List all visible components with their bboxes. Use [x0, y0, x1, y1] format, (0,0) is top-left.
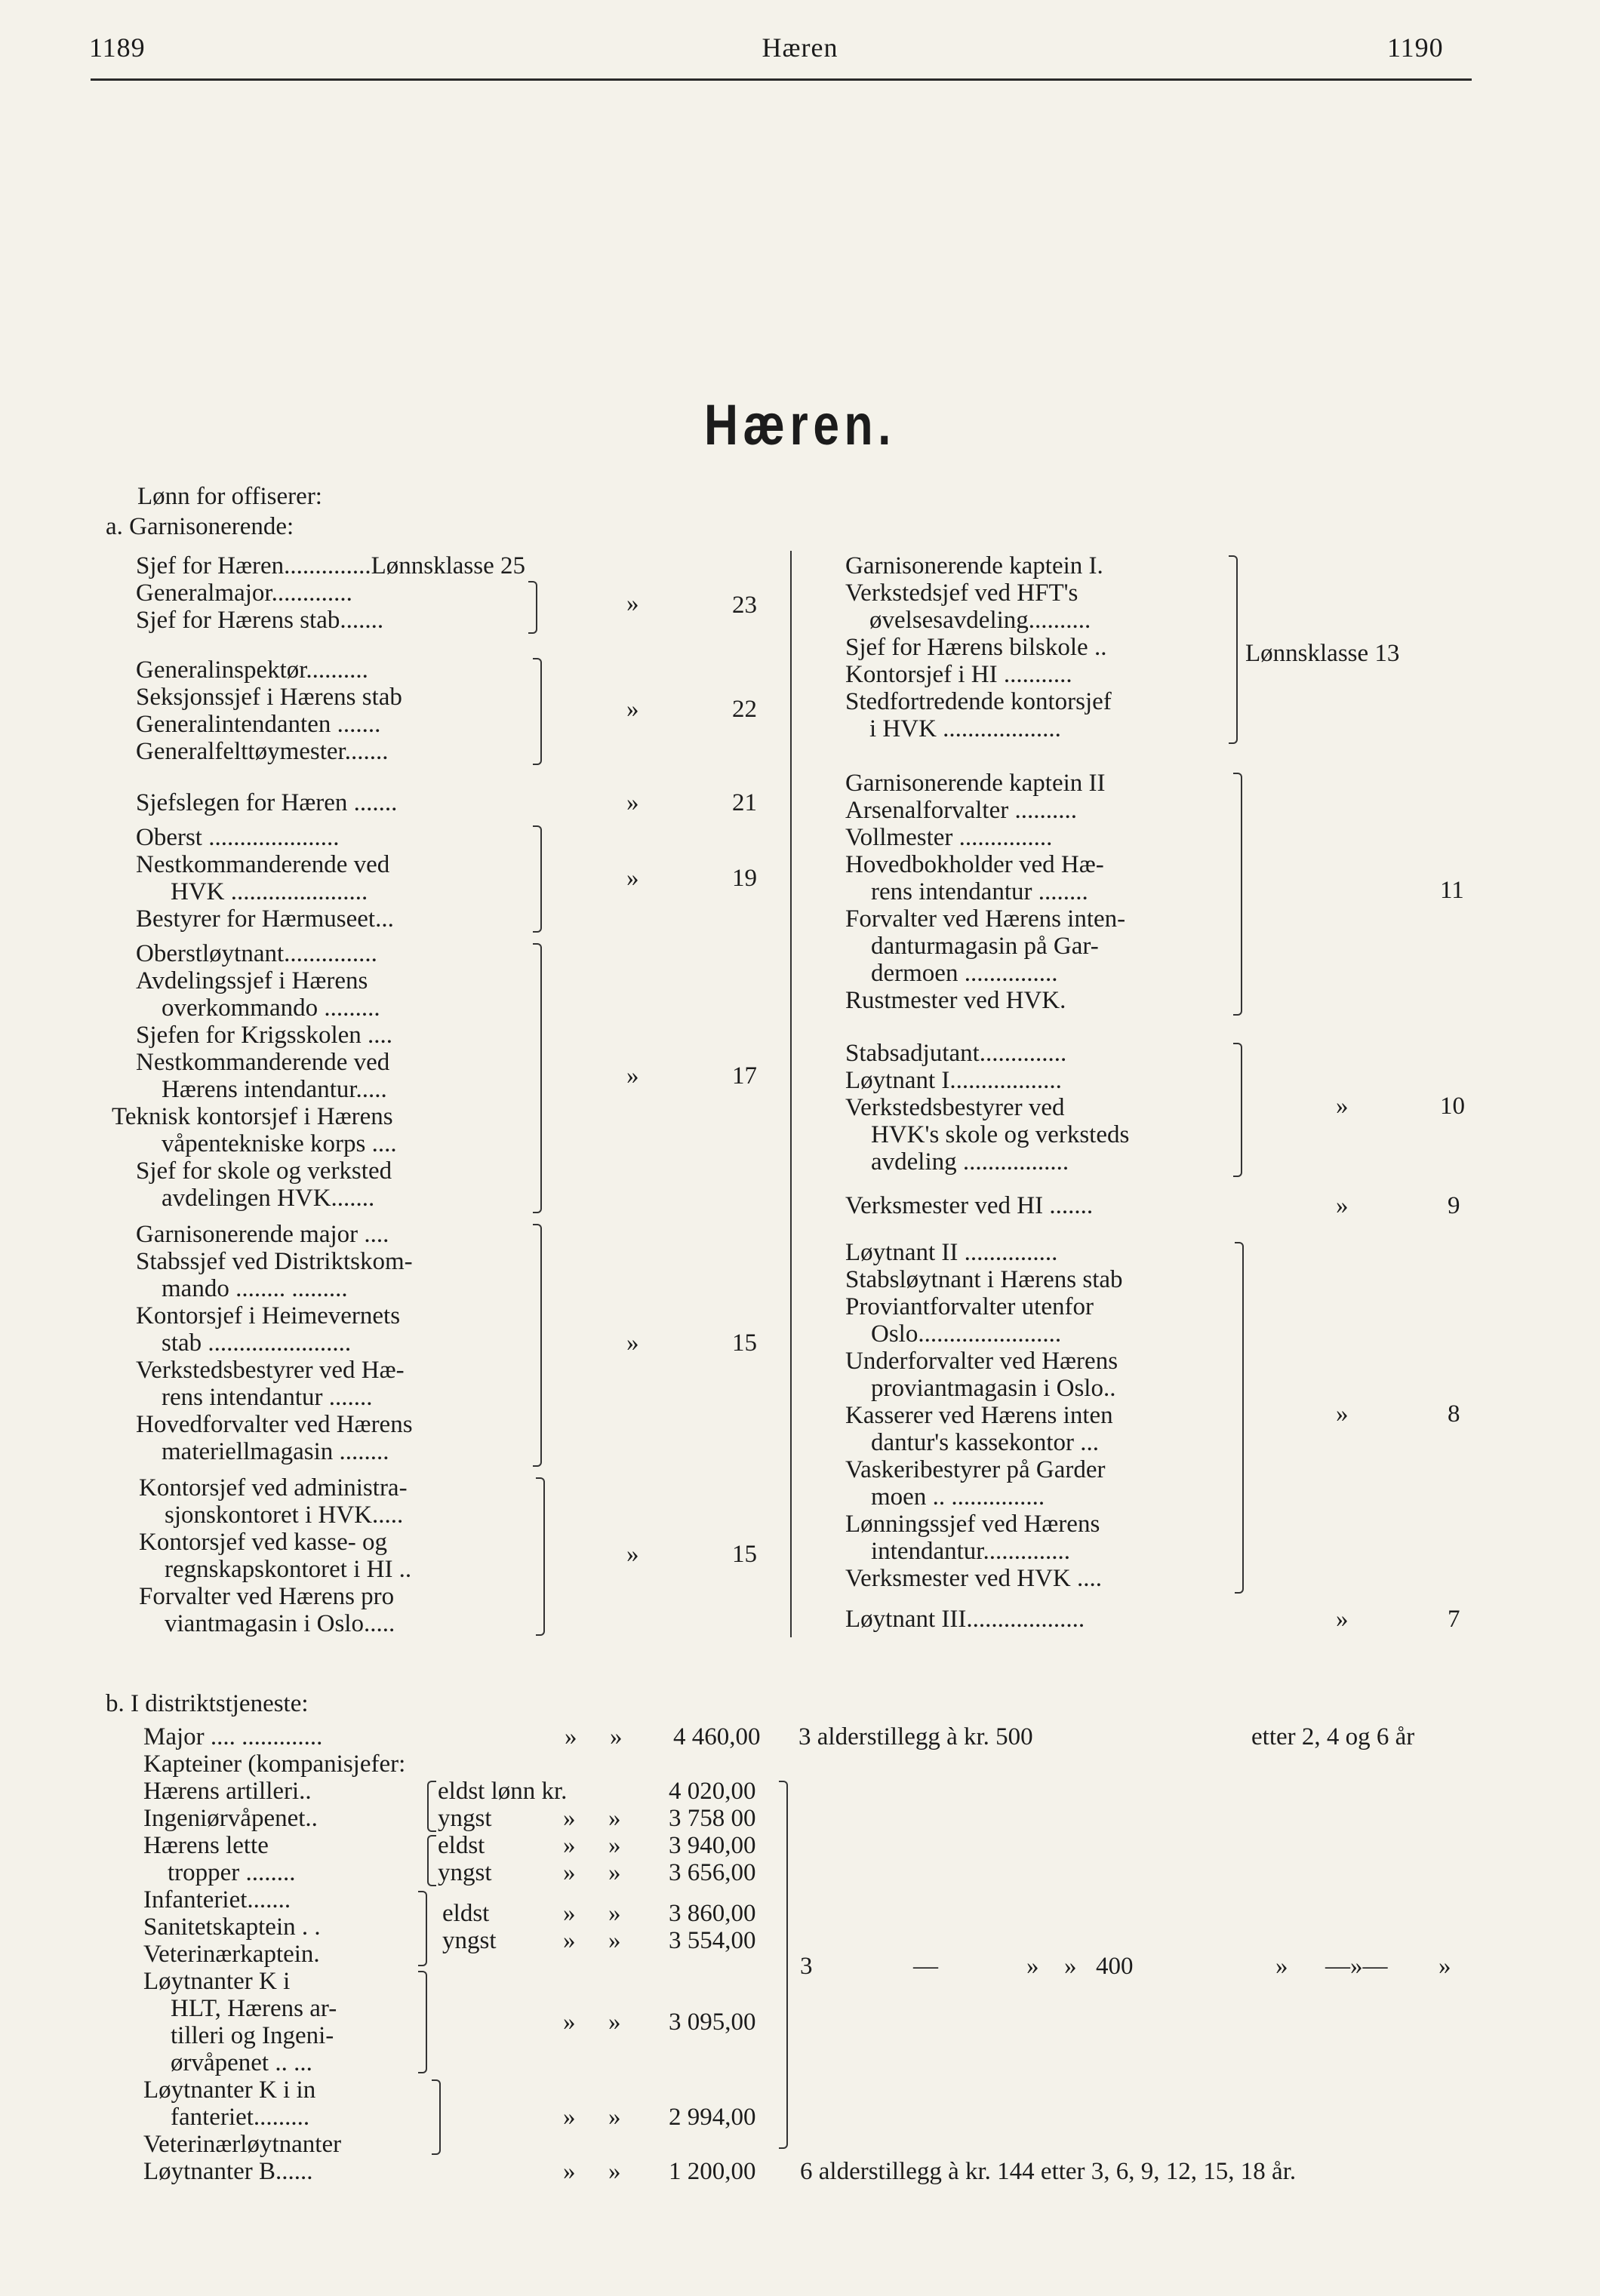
- entry-line: Bestyrer for Hærmuseet...: [136, 905, 394, 933]
- entry-line: Kontorsjef i Heimevernets: [136, 1302, 401, 1329]
- entry-line: Nestkommanderende ved: [136, 1049, 390, 1076]
- entry-line: Ingeniørvåpenet..: [143, 1805, 318, 1832]
- brace: [779, 1781, 788, 2149]
- entry-line: fanteriet.........: [171, 2104, 310, 2131]
- entry-line: Forvalter ved Hærens pro: [139, 1583, 395, 1610]
- entry-line: Hovedforvalter ved Hærens: [136, 1411, 413, 1438]
- page-number-left: 1189: [89, 32, 146, 63]
- brace: [1233, 1043, 1242, 1177]
- tillegg-text: 6 alderstillegg à kr. 144 etter 3, 6, 9, 12, 15, 18 år.: [800, 2158, 1297, 2185]
- tillegg-count: 3: [800, 1953, 813, 1980]
- ditto-dash: —: [913, 1953, 938, 1980]
- ditto-mark: »: [608, 2009, 621, 2036]
- lonnsklasse-value: 15: [732, 1329, 757, 1357]
- entry-line: HLT, Hærens ar-: [171, 1995, 337, 2022]
- entry-line: overkommando .........: [162, 994, 380, 1022]
- page-title: Hæren.: [703, 393, 897, 457]
- ditto-mark: »: [608, 1805, 621, 1832]
- page-number-right: 1190: [1387, 32, 1444, 63]
- amount: 2 994,00: [669, 2104, 756, 2131]
- entry-line: ørvåpenet .. ...: [171, 2049, 312, 2076]
- entry-line: i HVK ...................: [869, 715, 1061, 742]
- lonnsklasse-value: 19: [732, 865, 757, 892]
- entry-line: Proviantforvalter utenfor: [845, 1293, 1094, 1320]
- entry-line: Garnisonerende major ....: [136, 1221, 389, 1248]
- entry-line: Løytnanter B......: [143, 2158, 313, 2185]
- ditto-mark: »: [1336, 1192, 1349, 1219]
- entry-line: tropper ........: [168, 1859, 296, 1886]
- entry-line: Løytnant I..................: [845, 1067, 1062, 1094]
- brace: [418, 1891, 427, 1966]
- entry-line: Arsenalforvalter ..........: [845, 797, 1077, 824]
- tillegg-amount: 400: [1096, 1953, 1134, 1980]
- brace: [1229, 555, 1238, 744]
- brace: [533, 1224, 542, 1467]
- amount: 3 940,00: [669, 1832, 756, 1859]
- entry-line: Verkstedsbestyrer ved: [845, 1094, 1065, 1121]
- lonnsklasse-value: 8: [1448, 1400, 1460, 1428]
- lonnsklasse-value: 11: [1440, 877, 1464, 904]
- sub-label: eldst lønn kr.: [438, 1778, 568, 1805]
- entry-line: Rustmester ved HVK.: [845, 987, 1066, 1014]
- lonnsklasse-value: 23: [732, 592, 757, 619]
- entry-line: Sjef for Hæren..............Lønnsklasse 25: [136, 552, 526, 579]
- lonnsklasse-value: 10: [1440, 1093, 1465, 1120]
- entry-line: Stabsløytnant i Hærens stab: [845, 1266, 1123, 1293]
- entry-line: mando ........ .........: [162, 1275, 348, 1302]
- amount: 3 758 00: [669, 1805, 756, 1832]
- ditto-mark: »: [626, 696, 639, 723]
- brace: [1233, 773, 1242, 1016]
- brace: [528, 581, 537, 634]
- entry-line: Sjef for Hærens stab.......: [136, 607, 384, 634]
- entry-line: moen .. ...............: [871, 1483, 1045, 1511]
- entry-line: Avdelingssjef i Hærens: [136, 967, 368, 994]
- sub-label: yngst: [438, 1859, 492, 1886]
- sub-label: eldst: [438, 1832, 485, 1859]
- ditto-mark: »: [1336, 1606, 1349, 1633]
- lonnsklasse-value: 22: [732, 696, 757, 723]
- entry-line: Garnisonerende kaptein II: [845, 770, 1106, 797]
- ditto-mark: »: [563, 2104, 576, 2131]
- entry-line: Stabsadjutant..............: [845, 1040, 1067, 1067]
- entry-line: tilleri og Ingeni-: [171, 2022, 334, 2049]
- ditto-mark: »: [626, 1541, 639, 1568]
- entry-line: Stedfortredende kontorsjef: [845, 688, 1112, 715]
- amount: 3 095,00: [669, 2009, 756, 2036]
- entry-line: Lønningssjef ved Hærens: [845, 1511, 1100, 1538]
- entry-line: øvelsesavdeling..........: [869, 607, 1091, 634]
- brace: [533, 825, 542, 933]
- amount: 1 200,00: [669, 2158, 756, 2185]
- lonnsklasse-value: 7: [1448, 1606, 1460, 1633]
- entry-line: Forvalter ved Hærens inten-: [845, 905, 1126, 933]
- entry-line: Oberst .....................: [136, 824, 340, 851]
- entry-line: rens intendantur .......: [162, 1384, 373, 1411]
- entry-line: Sjefslegen for Hæren .......: [136, 789, 398, 816]
- ditto-mark: »: [610, 1723, 623, 1750]
- ditto-dash: —»—: [1325, 1953, 1388, 1980]
- entry-line: Seksjonssjef i Hærens stab: [136, 684, 402, 711]
- ditto-mark: »: [608, 2104, 621, 2131]
- brace: [533, 658, 542, 765]
- entry-line: stab .......................: [162, 1329, 352, 1357]
- entry-line: Løytnanter K i in: [143, 2076, 316, 2104]
- entry-line: Oberstløytnant...............: [136, 940, 377, 967]
- brace: [427, 1781, 436, 1832]
- entry-line: Underforvalter ved Hærens: [845, 1348, 1118, 1375]
- ditto-mark: »: [1275, 1953, 1288, 1980]
- ditto-mark: »: [608, 1832, 621, 1859]
- entry-line: avdeling .................: [871, 1148, 1069, 1176]
- brace: [432, 2079, 441, 2155]
- entry-line: Veterinærkaptein.: [143, 1941, 320, 1968]
- entry-line: Hærens lette: [143, 1832, 269, 1859]
- amount: 3 860,00: [669, 1900, 756, 1927]
- heading-distriktstjeneste: b. I distriktstjeneste:: [106, 1690, 309, 1717]
- entry-line: Verkstedsjef ved HFT's: [845, 579, 1078, 607]
- ditto-mark: »: [608, 1927, 621, 1954]
- entry-line: Veterinærløytnanter: [143, 2131, 342, 2158]
- sub-label: eldst: [442, 1900, 490, 1927]
- ditto-mark: »: [608, 1859, 621, 1886]
- ditto-mark: »: [563, 1832, 576, 1859]
- entry-line: Major .... .............: [143, 1723, 323, 1750]
- entry-line: HVK ......................: [171, 878, 368, 905]
- entry-line: HVK's skole og verksteds: [871, 1121, 1130, 1148]
- ditto-mark: »: [1064, 1953, 1077, 1980]
- ditto-mark: »: [626, 789, 639, 816]
- entry-line: Verksmester ved HVK ....: [845, 1565, 1103, 1592]
- entry-line: dantur's kassekontor ...: [871, 1429, 1099, 1456]
- entry-line: Vollmester ...............: [845, 824, 1053, 851]
- entry-line: Sjef for skole og verksted: [136, 1157, 392, 1185]
- ditto-mark: »: [1438, 1953, 1451, 1980]
- entry-line: Løytnant III...................: [845, 1606, 1085, 1633]
- ditto-mark: »: [563, 1900, 576, 1927]
- lonnsklasse-value: Lønnsklasse 13: [1245, 640, 1400, 667]
- lonnsklasse-value: 17: [732, 1062, 757, 1090]
- header-rule: [91, 78, 1472, 81]
- ditto-mark: »: [608, 1900, 621, 1927]
- entry-line: intendantur..............: [871, 1538, 1070, 1565]
- entry-line: Infanteriet.......: [143, 1886, 291, 1913]
- lonnsklasse-value: 9: [1448, 1192, 1460, 1219]
- entry-line: Generalmajor.............: [136, 579, 352, 607]
- amount: 4 020,00: [669, 1778, 756, 1805]
- entry-line: rens intendantur ........: [871, 878, 1088, 905]
- entry-line: Verksmester ved HI .......: [845, 1192, 1094, 1219]
- entry-line: Stabssjef ved Distriktskom-: [136, 1248, 413, 1275]
- ditto-mark: »: [563, 1927, 576, 1954]
- brace: [536, 1477, 545, 1636]
- lonnsklasse-value: 21: [732, 789, 757, 816]
- brace: [418, 1971, 427, 2073]
- etter-text: etter 2, 4 og 6 år: [1251, 1723, 1415, 1750]
- ditto-mark: »: [626, 590, 639, 617]
- entry-line: dermoen ...............: [871, 960, 1058, 987]
- brace: [1235, 1242, 1244, 1594]
- column-divider: [790, 551, 792, 1637]
- brace: [427, 1835, 436, 1886]
- entry-line: Hovedbokholder ved Hæ-: [845, 851, 1104, 878]
- entry-line: avdelingen HVK.......: [162, 1185, 375, 1212]
- ditto-mark: »: [565, 1723, 577, 1750]
- ditto-mark: »: [626, 1329, 639, 1357]
- ditto-mark: »: [563, 2009, 576, 2036]
- running-header: Hæren: [762, 32, 838, 63]
- tillegg-text: 3 alderstillegg à kr. 500: [798, 1723, 1033, 1750]
- entry-line: Nestkommanderende ved: [136, 851, 390, 878]
- ditto-mark: »: [563, 1859, 576, 1886]
- entry-line: Hærens intendantur.....: [162, 1076, 387, 1103]
- entry-line: Garnisonerende kaptein I.: [845, 552, 1103, 579]
- ditto-mark: »: [626, 865, 639, 892]
- sub-label: yngst: [442, 1927, 497, 1954]
- ditto-mark: »: [608, 2158, 621, 2185]
- ditto-mark: »: [626, 1062, 639, 1090]
- entry-line: Generalfelttøymester.......: [136, 738, 389, 765]
- ditto-mark: »: [1336, 1093, 1349, 1120]
- entry-line: danturmagasin på Gar-: [871, 933, 1099, 960]
- brace: [533, 943, 542, 1213]
- entry-line: Verkstedsbestyrer ved Hæ-: [136, 1357, 405, 1384]
- entry-line: sjonskontoret i HVK.....: [165, 1501, 404, 1529]
- ditto-mark: »: [563, 1805, 576, 1832]
- entry-line: Generalintendanten .......: [136, 711, 381, 738]
- entry-line: Hærens artilleri..: [143, 1778, 312, 1805]
- entry-line: regnskapskontoret i HI ..: [165, 1556, 412, 1583]
- entry-line: Oslo.......................: [871, 1320, 1062, 1348]
- ditto-mark: »: [563, 2158, 576, 2185]
- entry-line: Kontorsjef i HI ...........: [845, 661, 1072, 688]
- entry-line: Sjefen for Krigsskolen ....: [136, 1022, 393, 1049]
- entry-line: Kasserer ved Hærens inten: [845, 1402, 1113, 1429]
- heading-garnisonerende: a. Garnisonerende:: [106, 513, 294, 540]
- entry-line: Sjef for Hærens bilskole ..: [845, 634, 1107, 661]
- lonnsklasse-value: 15: [732, 1541, 757, 1568]
- entry-line: Vaskeribestyrer på Garder: [845, 1456, 1106, 1483]
- entry-line: Teknisk kontorsjef i Hærens: [112, 1103, 393, 1130]
- entry-line: Kontorsjef ved kasse- og: [139, 1529, 388, 1556]
- entry-line: våpentekniske korps ....: [162, 1130, 397, 1157]
- entry-line: Generalinspektør..........: [136, 656, 368, 684]
- entry-line: Kapteiner (kompanisjefer:: [143, 1750, 406, 1778]
- entry-line: Løytnanter K i: [143, 1968, 291, 1995]
- amount: 3 656,00: [669, 1859, 756, 1886]
- heading-lonn: Lønn for offiserer:: [137, 483, 322, 510]
- amount: 4 460,00: [673, 1723, 761, 1750]
- entry-line: Sanitetskaptein . .: [143, 1913, 321, 1941]
- amount: 3 554,00: [669, 1927, 756, 1954]
- entry-line: materiellmagasin ........: [162, 1438, 389, 1465]
- entry-line: Løytnant II ...............: [845, 1239, 1058, 1266]
- sub-label: yngst: [438, 1805, 492, 1832]
- entry-line: Kontorsjef ved administra-: [139, 1474, 408, 1501]
- ditto-mark: »: [1336, 1400, 1349, 1428]
- ditto-mark: »: [1026, 1953, 1039, 1980]
- entry-line: proviantmagasin i Oslo..: [871, 1375, 1116, 1402]
- entry-line: viantmagasin i Oslo.....: [165, 1610, 395, 1637]
